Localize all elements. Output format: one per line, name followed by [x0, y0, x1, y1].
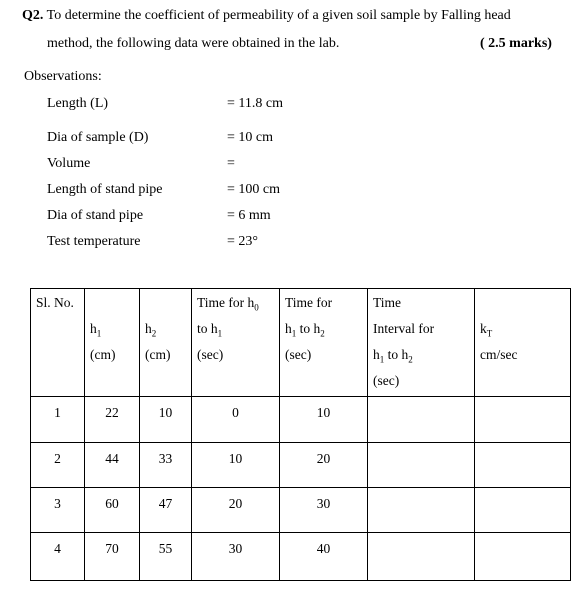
header-time-interval: Time Interval for $h_1$ to $h_2$ (sec)	[368, 289, 475, 397]
header-time-h1-h2: Time for $h_1$ to $h_2$ (sec)	[280, 289, 368, 397]
row-2-kt	[475, 443, 570, 451]
header-h1: $h_1$ (cm)	[85, 289, 140, 397]
header-time-h0-h1: Time for $h_0$ to $h_1$ (sec)	[192, 289, 280, 397]
question-marks: ( 2.5 marks)	[480, 36, 552, 51]
table-row	[31, 397, 571, 443]
row-3-time-h1-h2: 30	[316, 496, 331, 511]
table-row	[31, 533, 571, 581]
row-2-sl: 2	[54, 451, 61, 466]
question-number: Q2.	[22, 8, 44, 23]
question-text-2: method, the following data were obtained in the lab.	[47, 36, 340, 51]
obs-value-length: = 11.8 cm	[227, 96, 283, 111]
data-table	[30, 288, 571, 581]
row-1-h1: 22	[105, 405, 119, 420]
question-text-1: To determine the coefficient of permeability of a given soil sample by Falling head	[46, 8, 511, 23]
row-3-time-interval	[368, 488, 474, 496]
row-4-sl: 4	[54, 541, 61, 556]
row-4-time-h1-h2: 40	[316, 541, 331, 556]
obs-label-volume: Volume	[47, 156, 91, 171]
table-row	[31, 443, 571, 488]
row-4-h2: 55	[158, 541, 173, 556]
obs-label-stand-pipe-dia: Dia of stand pipe	[47, 208, 144, 223]
obs-value-temperature: = 23°	[227, 234, 258, 249]
row-3-sl: 3	[54, 496, 61, 511]
row-4-kt	[475, 533, 570, 541]
header-kt: $k_T$ cm/sec	[475, 289, 571, 397]
row-1-time-h0-h1: 0	[232, 405, 239, 420]
row-1-h2: 10	[158, 405, 173, 420]
row-1-kt	[475, 397, 570, 405]
row-1-sl: 1	[54, 405, 61, 420]
question-line-1	[22, 8, 511, 24]
obs-label-temperature: Test temperature	[47, 234, 141, 249]
row-2-h2: 33	[158, 451, 173, 466]
table-row	[31, 488, 571, 533]
obs-value-stand-pipe-length: = 100 cm	[227, 182, 280, 197]
observations-heading: Observations:	[24, 69, 102, 84]
row-3-kt	[475, 488, 570, 496]
row-4-time-h0-h1: 30	[228, 541, 243, 556]
obs-label-stand-pipe-length: Length of stand pipe	[47, 182, 163, 197]
obs-label-length: Length (L)	[47, 96, 109, 111]
row-3-h1: 60	[105, 496, 119, 511]
row-1-time-h1-h2: 10	[316, 405, 331, 420]
obs-label-dia-sample: Dia of sample (D)	[47, 130, 149, 145]
table-header-row	[31, 289, 571, 397]
obs-value-volume: =	[227, 156, 235, 171]
obs-value-dia-sample: = 10 cm	[227, 130, 273, 145]
row-2-time-h0-h1: 10	[228, 451, 243, 466]
row-4-h1: 70	[105, 541, 119, 556]
row-2-h1: 44	[105, 451, 119, 466]
row-2-time-h1-h2: 20	[316, 451, 331, 466]
header-h2: $h_2$ (cm)	[140, 289, 192, 397]
header-sl-no: Sl. No.	[31, 289, 85, 397]
row-4-time-interval	[368, 533, 474, 541]
obs-value-stand-pipe-dia: = 6 mm	[227, 208, 271, 223]
row-3-h2: 47	[158, 496, 173, 511]
row-1-time-interval	[368, 397, 474, 405]
row-2-time-interval	[368, 443, 474, 451]
row-3-time-h0-h1: 20	[228, 496, 243, 511]
